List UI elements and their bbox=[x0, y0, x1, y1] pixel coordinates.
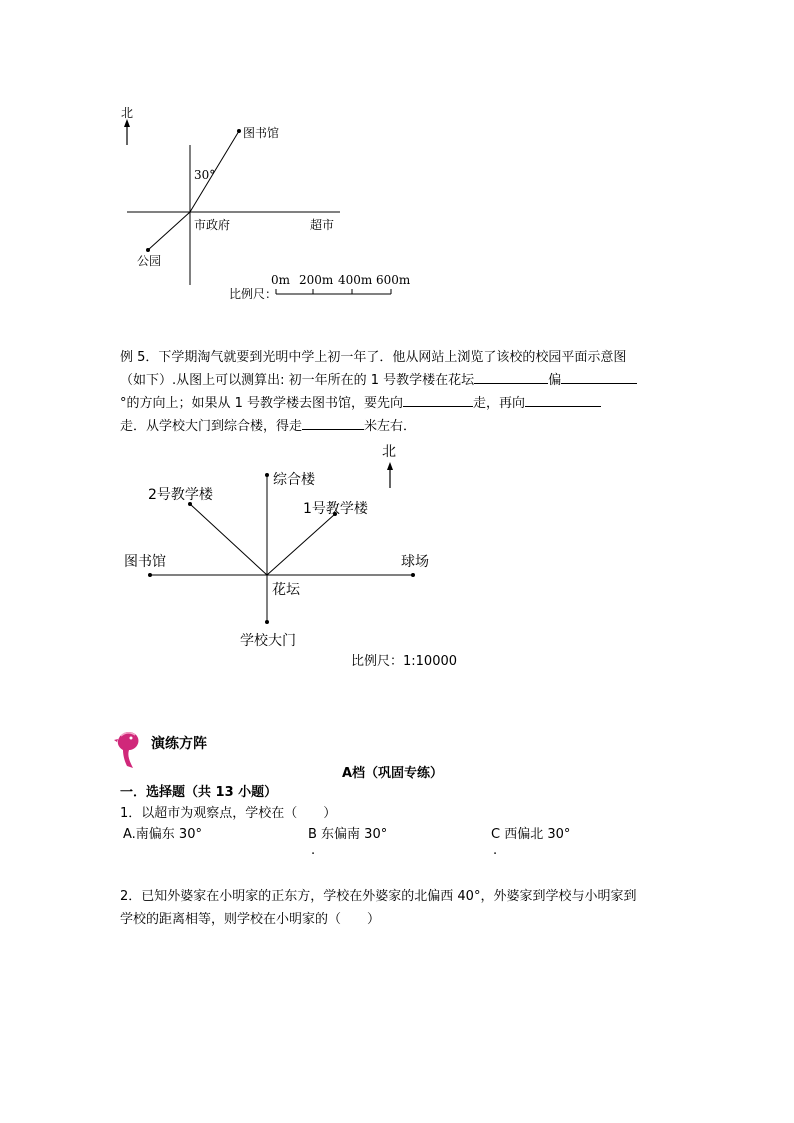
example5-text: 偏 bbox=[548, 373, 562, 388]
map1-scale-label: 比例尺： bbox=[229, 287, 278, 301]
map2-point-library bbox=[148, 573, 152, 577]
answer-blank-direction[interactable] bbox=[474, 371, 548, 384]
map2-building1-label: 1号教学楼 bbox=[303, 501, 368, 517]
answer-blank-second-direction[interactable] bbox=[525, 394, 601, 407]
map1-scale-tick-label: 0m bbox=[271, 273, 291, 287]
example5-line4 bbox=[120, 415, 416, 438]
map1-line-park bbox=[148, 212, 190, 250]
q1-option-b-dot: . bbox=[311, 843, 316, 858]
q1-stem: 1．以超市为观察点，学校在（ ） bbox=[120, 806, 337, 821]
example5-text: 走．从学校大门到综合楼，得走 bbox=[120, 419, 303, 434]
answer-blank-distance[interactable] bbox=[302, 417, 364, 430]
example5-line3 bbox=[120, 392, 601, 415]
example5-line1 bbox=[120, 346, 626, 369]
map1-angle-label: 30° bbox=[194, 168, 216, 182]
map2-complex-label: 综合楼 bbox=[273, 472, 315, 488]
map2-court-label: 球场 bbox=[401, 554, 429, 570]
north-arrow-head-2 bbox=[387, 462, 393, 470]
example5-line2 bbox=[120, 369, 637, 392]
map2-point-complex bbox=[265, 473, 269, 477]
part-title: 一．选择题（共 13 小题） bbox=[120, 785, 278, 800]
map2-point-court bbox=[411, 573, 415, 577]
q2-line1: 2．已知外婆家在小明家的正东方，学校在外婆家的北偏西 40°，外婆家到学校与小明家到 bbox=[120, 889, 637, 904]
example5-text: °的方向上；如果从 1 号教学楼去图书馆，要先向 bbox=[120, 396, 404, 411]
map1-park-label: 公园 bbox=[137, 254, 162, 268]
example5-text: 走，再向 bbox=[473, 396, 526, 411]
answer-blank-first-direction[interactable] bbox=[403, 394, 473, 407]
map2-north-label: 北 bbox=[382, 444, 396, 460]
q2-line2: 学校的距离相等，则学校在小明家的（ ） bbox=[120, 912, 381, 927]
map1-scale-tick-label: 600m bbox=[376, 273, 411, 287]
map1-library-label: 图书馆 bbox=[243, 126, 280, 140]
q1-option-b[interactable]: B 东偏南 30° bbox=[308, 827, 388, 842]
map2-line-building2 bbox=[190, 504, 267, 575]
dolphin-icon bbox=[113, 728, 141, 772]
section-title: 演练方阵 bbox=[151, 736, 207, 752]
map2-gate-label: 学校大门 bbox=[240, 633, 296, 649]
map2-building2-label: 2号教学楼 bbox=[148, 487, 213, 503]
answer-blank-angle[interactable] bbox=[561, 371, 637, 384]
map2-library-label: 图书馆 bbox=[124, 554, 166, 570]
map1-supermarket-label: 超市 bbox=[310, 218, 335, 232]
example5-text: 例 5．下学期淘气就要到光明中学上初一年了．他从网站上浏览了该校的校园平面示意图 bbox=[120, 350, 627, 365]
map2-point-gate bbox=[265, 620, 269, 624]
map2-scale-label: 比例尺：1:10000 bbox=[351, 654, 458, 669]
map1-north-label: 北 bbox=[121, 106, 134, 120]
q1-option-c-dot: . bbox=[493, 843, 498, 858]
map1-scale-tick-label: 200m bbox=[299, 273, 334, 287]
map1-scale-tick-label: 400m bbox=[338, 273, 373, 287]
map1-point-library bbox=[237, 129, 241, 133]
map1-city-hall-label: 市政府 bbox=[194, 218, 231, 232]
q1-option-a[interactable]: A.南偏东 30° bbox=[123, 827, 202, 842]
map2-line-building1 bbox=[267, 514, 335, 575]
example5-text: （如下）.从图上可以测算出: 初一年所在的 1 号教学楼在花坛 bbox=[120, 373, 475, 388]
q1-option-c[interactable]: C 西偏北 30° bbox=[491, 827, 571, 842]
level-title: A档（巩固专练） bbox=[342, 766, 444, 781]
map2-flower-bed-label: 花坛 bbox=[272, 582, 300, 598]
example5-text: 米左右． bbox=[364, 419, 417, 434]
